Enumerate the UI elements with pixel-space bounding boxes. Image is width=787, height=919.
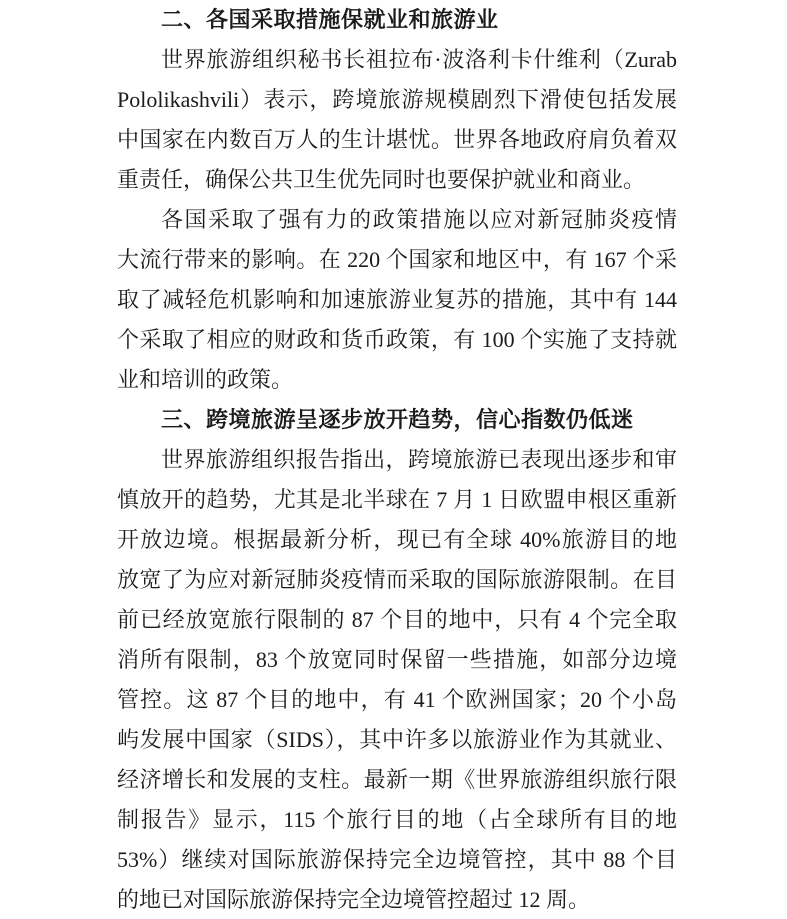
text-line: 世界旅游组织秘书长祖拉布·波洛利卡什维利（Zurab bbox=[161, 47, 677, 72]
text-line: 53%）继续对国际旅游保持完全边境管控，其中 88 个目 bbox=[117, 847, 677, 872]
text-line: 取了减轻危机影响和加速旅游业复苏的措施，其中有 144 bbox=[117, 287, 677, 312]
text-line: 重责任，确保公共卫生优先同时也要保护就业和商业。 bbox=[117, 167, 646, 192]
text-line: 屿发展中国家（SIDS），其中许多以旅游业作为其就业、 bbox=[117, 727, 677, 752]
text-line: 前已经放宽旅行限制的 87 个目的地中，只有 4 个完全取 bbox=[117, 607, 677, 632]
text-line: 管控。这 87 个目的地中，有 41 个欧洲国家；20 个小岛 bbox=[117, 687, 677, 712]
text-line: 制报告》显示，115 个旅行目的地（占全球所有目的地 bbox=[117, 807, 677, 832]
section-heading: 二、各国采取措施保就业和旅游业 bbox=[161, 7, 499, 32]
text-line: 各国采取了强有力的政策措施以应对新冠肺炎疫情 bbox=[161, 207, 677, 232]
text-line: 个采取了相应的财政和货币政策，有 100 个实施了支持就 bbox=[117, 327, 677, 352]
text-line: 放宽了为应对新冠肺炎疫情而采取的国际旅游限制。在目 bbox=[117, 567, 677, 592]
text-line: 的地已对国际旅游保持完全边境管控超过 12 周。 bbox=[117, 887, 591, 912]
text-line: 世界旅游组织报告指出，跨境旅游已表现出逐步和审 bbox=[161, 447, 677, 472]
text-line: 慎放开的趋势，尤其是北半球在 7 月 1 日欧盟申根区重新 bbox=[117, 487, 677, 512]
text-line: 中国家在内数百万人的生计堪忧。世界各地政府肩负着双 bbox=[117, 127, 677, 152]
text-line: 大流行带来的影响。在 220 个国家和地区中，有 167 个采 bbox=[117, 247, 677, 272]
text-line: 业和培训的政策。 bbox=[117, 367, 294, 392]
section-heading: 三、跨境旅游呈逐步放开趋势，信心指数仍低迷 bbox=[161, 407, 634, 432]
document-text-block bbox=[117, 0, 677, 919]
text-line: 开放边境。根据最新分析，现已有全球 40%旅游目的地 bbox=[117, 527, 677, 552]
text-line: Pololikashvili）表示，跨境旅游规模剧烈下滑使包括发展 bbox=[117, 87, 677, 112]
text-line: 消所有限制，83 个放宽同时保留一些措施，如部分边境 bbox=[117, 647, 677, 672]
text-line: 经济增长和发展的支柱。最新一期《世界旅游组织旅行限 bbox=[117, 767, 677, 792]
